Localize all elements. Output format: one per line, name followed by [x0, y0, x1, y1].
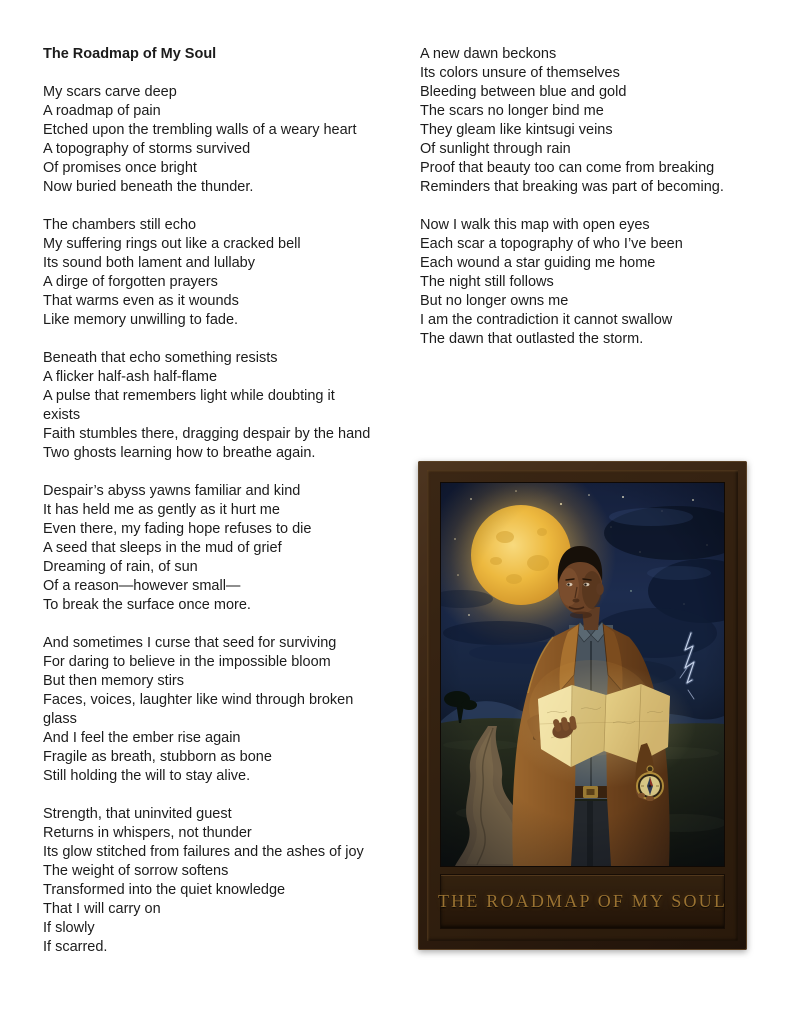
- painting-image: [440, 482, 725, 867]
- poem-line: The dawn that outlasted the storm.: [420, 331, 644, 347]
- poem-line: Of promises once bright: [43, 160, 197, 176]
- painting-frame: [418, 461, 747, 950]
- poem-line: Dreaming of rain, of sun: [43, 559, 198, 575]
- poem-line: Bleeding between blue and gold: [420, 84, 627, 100]
- poem-stanza: [43, 805, 415, 957]
- poem-stanza: [43, 634, 415, 786]
- poem-stanza: [43, 83, 415, 197]
- poem-line: Now buried beneath the thunder.: [43, 179, 254, 195]
- poem-line: glass: [43, 711, 77, 727]
- poem-line: Returns in whispers, not thunder: [43, 825, 252, 841]
- painting-frame-bevel: [427, 470, 738, 941]
- poem-column-right: [420, 45, 750, 349]
- poem-line: Strength, that uninvited guest: [43, 806, 232, 822]
- plaque-title: THE ROADMAP OF MY SOUL: [437, 891, 728, 911]
- poem-stanza: [420, 45, 750, 197]
- poem-line: Reminders that breaking was part of becoming.: [420, 179, 724, 195]
- poem-line: Even there, my fading hope refuses to die: [43, 521, 312, 537]
- poem-line: And I feel the ember rise again: [43, 730, 241, 746]
- framed-painting: [418, 461, 747, 950]
- poem-line: Each wound a star guiding me home: [420, 255, 656, 271]
- poem-line: Its colors unsure of themselves: [420, 65, 620, 81]
- poem-line: Transformed into the quiet knowledge: [43, 882, 286, 898]
- poem-line: Despair’s abyss yawns familiar and kind: [43, 483, 301, 499]
- poem-line: To break the surface once more.: [43, 597, 251, 613]
- poem-line: A new dawn beckons: [420, 46, 557, 62]
- poem-line: For daring to believe in the impossible bloom: [43, 654, 331, 670]
- poem-line: Of sunlight through rain: [420, 141, 571, 157]
- poem-line: Now I walk this map with open eyes: [420, 217, 650, 233]
- poem-column-left: [43, 45, 415, 957]
- poem-line: The scars no longer bind me: [420, 103, 604, 119]
- poem-line: That warms even as it wounds: [43, 293, 239, 309]
- poem-line: But then memory stirs: [43, 673, 185, 689]
- poem-line: A flicker half-ash half-flame: [43, 369, 218, 385]
- poem-line: Proof that beauty too can come from breaking: [420, 160, 715, 176]
- poem-line: Faces, voices, laughter like wind through broken: [43, 692, 354, 708]
- poem-line: Beneath that echo something resists: [43, 350, 278, 366]
- poem-stanza: [420, 216, 750, 349]
- poem-line: Faith stumbles there, dragging despair by the hand: [43, 426, 371, 442]
- poem-title: The Roadmap of My Soul: [43, 46, 217, 62]
- poem-line: A pulse that remembers light while doubting it: [43, 388, 335, 404]
- poem-line: My suffering rings out like a cracked bell: [43, 236, 301, 252]
- poem-line: Its glow stitched from failures and the ashes of joy: [43, 844, 364, 860]
- poem-line: I am the contradiction it cannot swallow: [420, 312, 673, 328]
- poem-line: If slowly: [43, 920, 95, 936]
- poem-stanza: [43, 349, 415, 463]
- poem-line: Like memory unwilling to fade.: [43, 312, 239, 328]
- poem-line: A dirge of forgotten prayers: [43, 274, 218, 290]
- poem-line: Each scar a topography of who I’ve been: [420, 236, 683, 252]
- poem-line: My scars carve deep: [43, 84, 177, 100]
- poem-line: The night still follows: [420, 274, 554, 290]
- poem-line: Fragile as breath, stubborn as bone: [43, 749, 272, 765]
- poem-line: They gleam like kintsugi veins: [420, 122, 613, 138]
- poem-line: A topography of storms survived: [43, 141, 251, 157]
- poem-line: Etched upon the trembling walls of a weary heart: [43, 122, 357, 138]
- poem-stanza: [43, 482, 415, 615]
- poem-line: If scarred.: [43, 939, 108, 955]
- poem-stanza: [43, 216, 415, 330]
- poem-line: And sometimes I curse that seed for surviving: [43, 635, 337, 651]
- painting-plaque: [437, 874, 728, 929]
- poem-line: That I will carry on: [43, 901, 161, 917]
- poem-line: exists: [43, 407, 81, 423]
- poem-line: Two ghosts learning how to breathe again.: [43, 445, 316, 461]
- poem-line: A roadmap of pain: [43, 103, 161, 119]
- poem-line: The weight of sorrow softens: [43, 863, 229, 879]
- poem-line: A seed that sleeps in the mud of grief: [43, 540, 282, 556]
- poem-line: Still holding the will to stay alive.: [43, 768, 251, 784]
- poem-line: Of a reason—however small—: [43, 578, 241, 594]
- poem-line: Its sound both lament and lullaby: [43, 255, 255, 271]
- poem-line: The chambers still echo: [43, 217, 197, 233]
- poem-line: It has held me as gently as it hurt me: [43, 502, 280, 518]
- poem-line: But no longer owns me: [420, 293, 569, 309]
